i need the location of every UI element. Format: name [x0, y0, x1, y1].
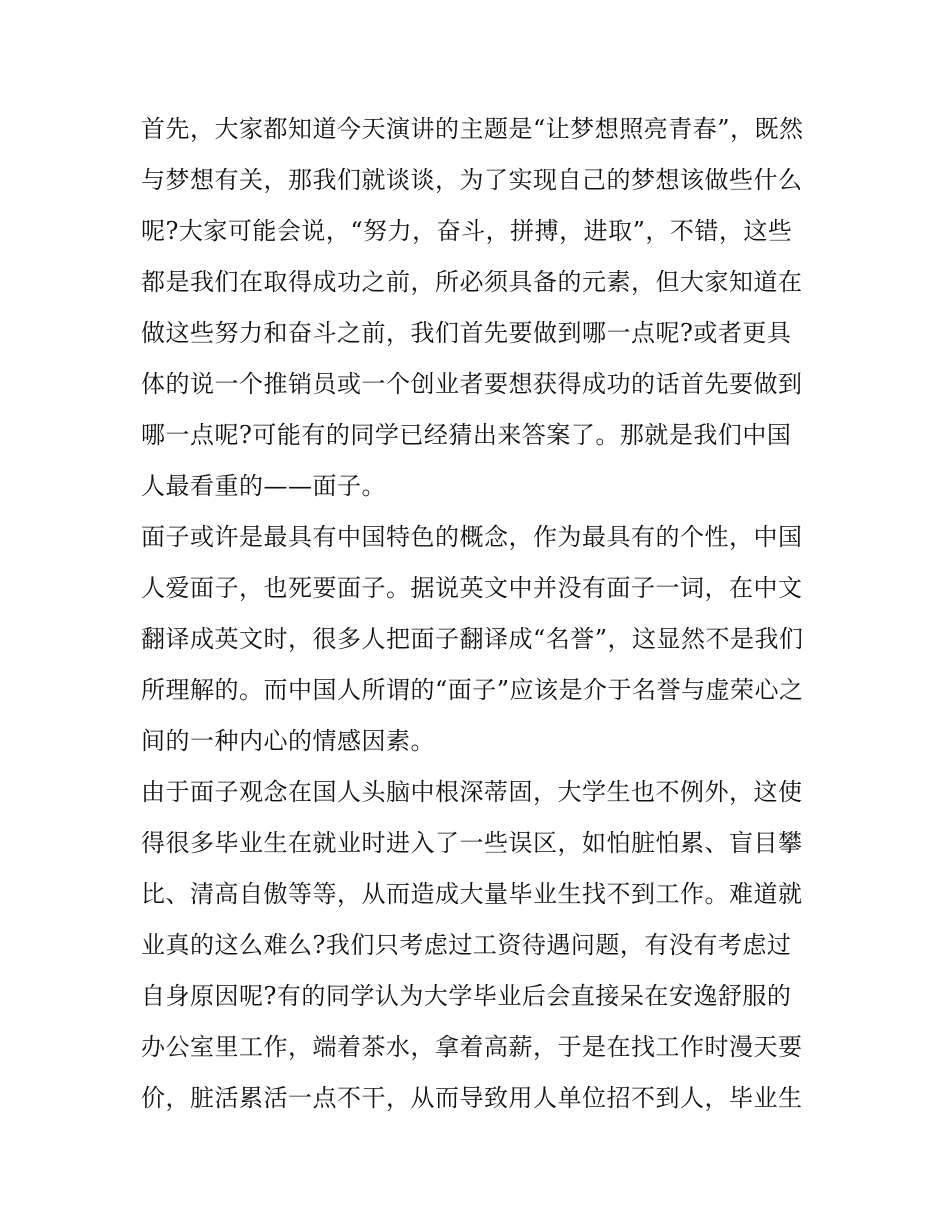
document-body [141, 104, 821, 1124]
text-line: 业真的这么难么?我们只考虑过工资待遇问题，有没有考虑过 [141, 931, 792, 959]
text-line: 哪一点呢?可能有的同学已经猜出来答案了。那就是我们中国 [141, 421, 792, 449]
text-line: 面子或许是最具有中国特色的概念，作为最具有的个性，中国 [141, 523, 803, 551]
text-line: 呢?大家可能会说，“努力，奋斗，拼搏，进取”，不错，这些 [141, 217, 793, 245]
text-line: 人最看重的——面子。 [141, 472, 386, 500]
text-line: 翻译成英文时，很多人把面子翻译成“名誉”，这显然不是我们 [141, 625, 804, 653]
text-line: 做这些努力和奋斗之前，我们首先要做到哪一点呢?或者更具 [141, 319, 792, 347]
text-line: 首先，大家都知道今天演讲的主题是“让梦想照亮青春”，既然 [141, 115, 804, 143]
text-line: 人爱面子，也死要面子。据说英文中并没有面子一词，在中文 [141, 574, 803, 602]
text-line: 与梦想有关，那我们就谈谈，为了实现自己的梦想该做些什么 [141, 166, 803, 194]
text-line: 都是我们在取得成功之前，所必须具备的元素，但大家知道在 [141, 268, 803, 296]
text-line: 办公室里工作，端着茶水，拿着高薪，于是在找工作时漫天要 [141, 1033, 803, 1061]
text-line: 价，脏活累活一点不干，从而导致用人单位招不到人，毕业生 [141, 1084, 803, 1112]
text-line: 间的一种内心的情感因素。 [141, 727, 435, 755]
text-line: 自身原因呢?有的同学认为大学毕业后会直接呆在安逸舒服的 [141, 982, 792, 1010]
text-line: 体的说一个推销员或一个创业者要想获得成功的话首先要做到 [141, 370, 803, 398]
text-line: 由于面子观念在国人头脑中根深蒂固，大学生也不例外，这使 [141, 778, 803, 806]
text-line: 得很多毕业生在就业时进入了一些误区，如怕脏怕累、盲目攀 [141, 829, 803, 857]
text-line: 比、清高自傲等等，从而造成大量毕业生找不到工作。难道就 [141, 880, 803, 908]
text-line: 所理解的。而中国人所谓的“面子”应该是介于名誉与虚荣心之 [141, 676, 804, 704]
